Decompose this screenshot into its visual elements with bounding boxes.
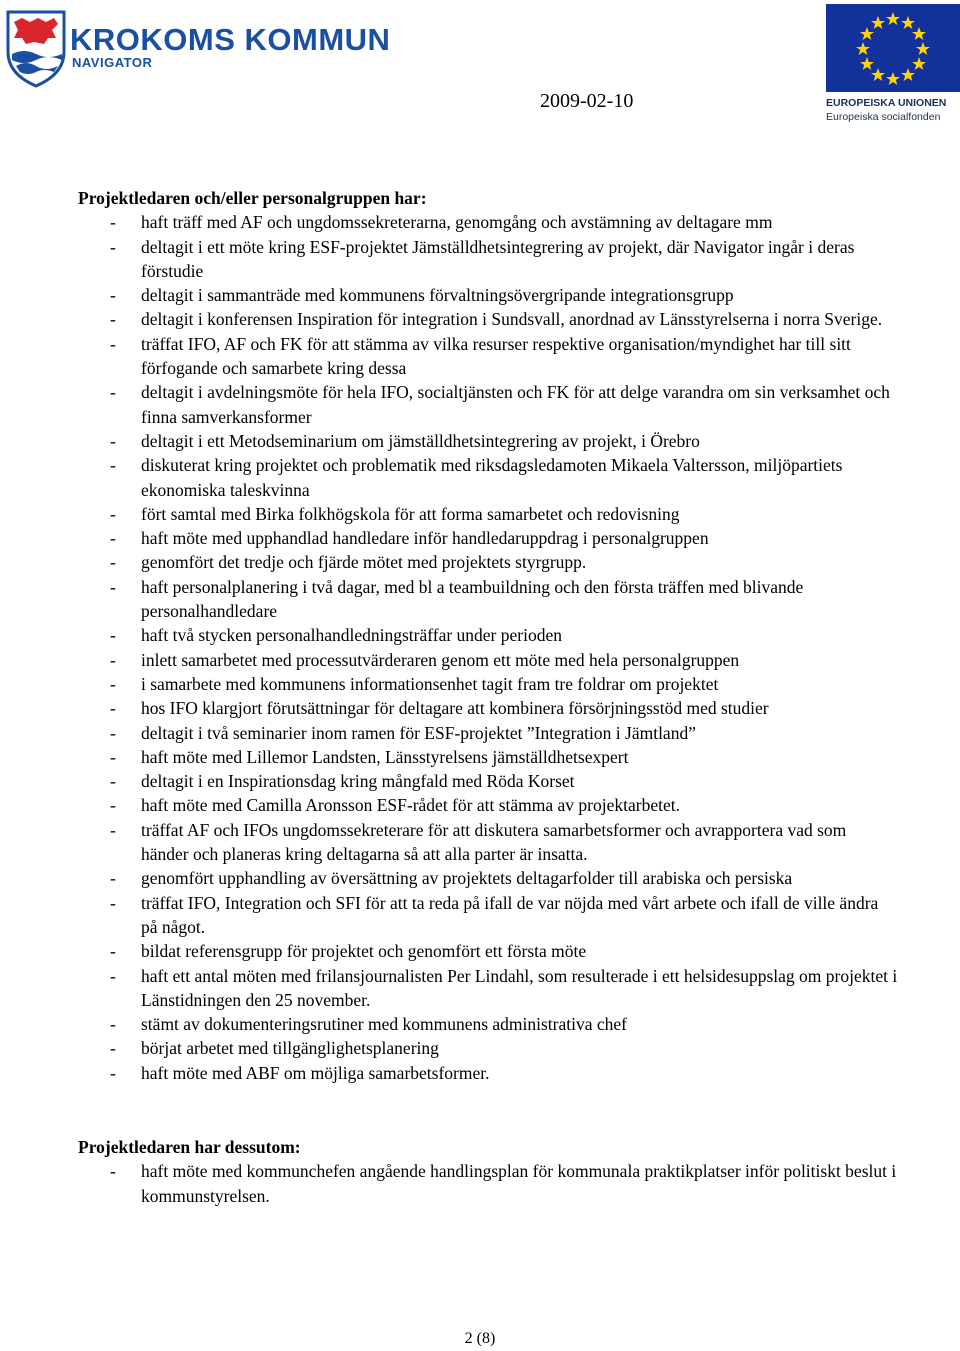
- bullet-dash: -: [110, 941, 116, 962]
- bullet-dash: -: [110, 212, 116, 233]
- document-body: [78, 186, 898, 1208]
- krokoms-kommun-logo: [4, 8, 391, 88]
- list-item: [78, 1159, 898, 1208]
- activity-list: [78, 210, 898, 1085]
- list-item: [78, 793, 898, 817]
- bullet-dash: -: [110, 819, 116, 840]
- list-item: [78, 210, 898, 234]
- bullet-dash: -: [110, 892, 116, 913]
- list-item-text: deltagit i ett möte kring ESF-projektet Jämställdhetsintegrering av projekt, där Navigator ingår i deras förstudie: [141, 236, 855, 281]
- bullet-dash: -: [110, 771, 116, 792]
- bullet-dash: -: [110, 868, 116, 889]
- list-item-text: haft möte med upphandlad handledare inför handledaruppdrag i personalgruppen: [141, 528, 709, 549]
- eu-name: EUROPEISKA UNIONEN: [826, 97, 947, 109]
- bullet-dash: -: [110, 673, 116, 694]
- list-item: [78, 1061, 898, 1085]
- bullet-dash: -: [110, 503, 116, 524]
- list-item-text: deltagit i avdelningsmöte för hela IFO, socialtjänsten och FK för att delge varandra om sin verksamhet och finna samverkansformer: [141, 382, 890, 427]
- list-item: [78, 1012, 898, 1036]
- list-item: [78, 526, 898, 550]
- page-header: [0, 0, 960, 130]
- bullet-dash: -: [110, 625, 116, 646]
- bullet-dash: -: [110, 576, 116, 597]
- list-item-text: hos IFO klargjort förutsättningar för deltagare att kombinera försörjningsstöd med studier: [141, 698, 769, 719]
- list-item-text: fört samtal med Birka folkhögskola för att forma samarbetet och redovisning: [141, 503, 680, 524]
- list-item-text: haft träff med AF och ungdomssekreterarna, genomgång och avstämning av deltagare mm: [141, 212, 773, 233]
- list-item: [78, 502, 898, 526]
- list-item-text: haft personalplanering i två dagar, med bl a teambuildning och den första träffen med blivande personalhandledare: [141, 576, 804, 622]
- list-item-text: haft möte med Lillemor Landsten, Länsstyrelsens jämställdhetsexpert: [141, 746, 629, 767]
- bullet-dash: -: [110, 236, 116, 257]
- bullet-dash: -: [110, 1038, 116, 1059]
- list-item: [78, 818, 898, 867]
- list-item-text: deltagit i två seminarier inom ramen för ESF-projektet ”Integration i Jämtland”: [141, 722, 696, 743]
- list-item-text: träffat IFO, Integration och SFI för att ta reda på ifall de var nöjda med vårt arbete och ifall de ville ändra på något.: [141, 892, 879, 937]
- list-item-text: deltagit i konferensen Inspiration för integration i Sundsvall, anordnad av Länsstyrelserna i norra Sverige.: [141, 309, 883, 330]
- eu-flag-icon: [826, 4, 960, 92]
- list-item: [78, 453, 898, 502]
- list-item: [78, 307, 898, 331]
- list-item-text: träffat AF och IFOs ungdomssekreterare för att diskutera samarbetsformer och avrapportera vad som händer och planeras kring deltagarna så att alla parter är insatta.: [141, 819, 847, 865]
- list-item-text: haft ett antal möten med frilansjournalisten Per Lindahl, som resulterade i ett helsidesuppslag om projektet i Länstidningen den 25 november.: [141, 965, 898, 1010]
- additional-activity-list: [78, 1159, 898, 1208]
- bullet-dash: -: [110, 430, 116, 451]
- bullet-dash: -: [110, 795, 116, 816]
- list-item: [78, 648, 898, 672]
- bullet-dash: -: [110, 746, 116, 767]
- bullet-dash: -: [110, 382, 116, 403]
- list-item: [78, 235, 898, 284]
- list-item-text: haft möte med ABF om möjliga samarbetsformer.: [141, 1062, 490, 1083]
- list-item-text: haft två stycken personalhandledningsträffar under perioden: [141, 625, 562, 646]
- list-item: [78, 964, 898, 1013]
- list-item-text: börjat arbetet med tillgänglighetsplanering: [141, 1038, 439, 1059]
- document-date: 2009-02-10: [540, 90, 634, 112]
- bullet-dash: -: [110, 285, 116, 306]
- list-item: [78, 672, 898, 696]
- bullet-dash: -: [110, 455, 116, 476]
- list-item-text: stämt av dokumenteringsrutiner med kommunens administrativa chef: [141, 1014, 627, 1035]
- logo-subtitle: NAVIGATOR: [72, 55, 153, 70]
- bullet-dash: -: [110, 333, 116, 354]
- list-item: [78, 745, 898, 769]
- bullet-dash: -: [110, 649, 116, 670]
- section-spacer: [78, 1085, 898, 1135]
- list-item: [78, 429, 898, 453]
- section-heading-projektledaren: Projektledaren har dessutom:: [78, 1136, 301, 1157]
- list-item-text: deltagit i sammanträde med kommunens förvaltningsövergripande integrationsgrupp: [141, 285, 734, 306]
- bullet-dash: -: [110, 528, 116, 549]
- list-item-text: bildat referensgrupp för projektet och genomfört ett första möte: [141, 941, 587, 962]
- list-item-text: i samarbete med kommunens informationsenhet tagit fram tre foldrar om projektet: [141, 673, 719, 694]
- list-item: [78, 283, 898, 307]
- bullet-dash: -: [110, 1062, 116, 1083]
- list-item-text: deltagit i ett Metodseminarium om jämställdhetsintegrering av projekt, i Örebro: [141, 430, 700, 451]
- list-item: [78, 866, 898, 890]
- list-item: [78, 550, 898, 574]
- municipal-crest-icon: [4, 8, 68, 88]
- list-item: [78, 696, 898, 720]
- list-item: [78, 575, 898, 624]
- eu-fund-name: Europeiska socialfonden: [826, 111, 941, 123]
- list-item-text: diskuterat kring projektet och problematik med riksdagsledamoten Mikaela Valtersson, miljöpartiets ekonomiska taleskvinna: [141, 455, 843, 500]
- list-item-text: haft möte med kommunchefen angående handlingsplan för kommunala praktikplatser inför politiskt beslut i kommunstyrelsen.: [141, 1161, 897, 1206]
- list-item: [78, 332, 898, 381]
- list-item-text: genomfört det tredje och fjärde mötet med projektets styrgrupp.: [141, 552, 587, 573]
- bullet-dash: -: [110, 965, 116, 986]
- list-item-text: inlett samarbetet med processutvärderaren genom ett möte med hela personalgruppen: [141, 649, 740, 670]
- bullet-dash: -: [110, 698, 116, 719]
- list-item: [78, 623, 898, 647]
- page-number: 2 (8): [464, 1330, 496, 1347]
- list-item-text: deltagit i en Inspirationsdag kring mångfald med Röda Korset: [141, 771, 575, 792]
- logo-title: KROKOMS KOMMUN: [70, 22, 391, 57]
- list-item: [78, 891, 898, 940]
- list-item-text: genomfört upphandling av översättning av projektets deltagarfolder till arabiska och persiska: [141, 868, 793, 889]
- list-item-text: haft möte med Camilla Aronsson ESF-rådet för att stämma av projektarbetet.: [141, 795, 680, 816]
- list-item: [78, 380, 898, 429]
- list-item: [78, 1036, 898, 1060]
- bullet-dash: -: [110, 309, 116, 330]
- bullet-dash: -: [110, 1161, 116, 1182]
- list-item: [78, 721, 898, 745]
- bullet-dash: -: [110, 722, 116, 743]
- eu-logo: [826, 4, 960, 126]
- list-item: [78, 769, 898, 793]
- list-item: [78, 939, 898, 963]
- section-heading-personalgruppen: Projektledaren och/eller personalgruppen har:: [78, 188, 427, 208]
- bullet-dash: -: [110, 1014, 116, 1035]
- list-item-text: träffat IFO, AF och FK för att stämma av vilka resurser respektive organisation/myndighet har till sitt förfogande och samarbete kring dessa: [141, 333, 851, 379]
- bullet-dash: -: [110, 552, 116, 573]
